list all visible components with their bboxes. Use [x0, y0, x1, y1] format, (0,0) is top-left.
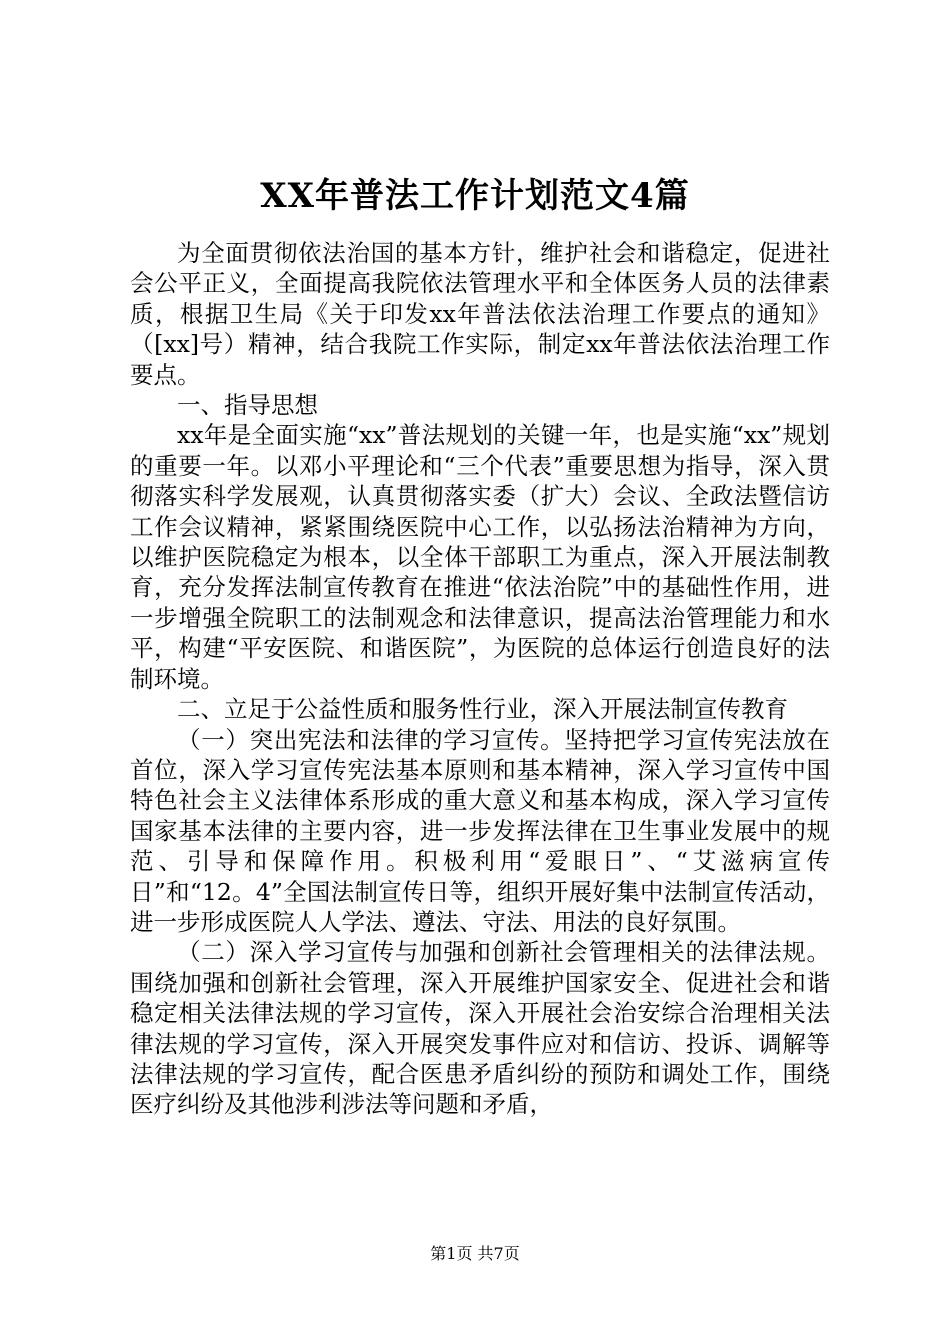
section-heading-legal-education: 二、立足于公益性质和服务性行业，深入开展法制宣传教育: [177, 695, 788, 724]
guiding-ideology-paragraph: xx年是全面实施“xx”普法规划的关键一年，也是实施“xx”规划的重要一年。以邓小平理论和“三个代表”重要思想为指导，深入贯彻落实科学发展观，认真贯彻落实委（扩大）会议、全政法暨信访工作会议精神，紧紧围绕医院中心工作，以弘扬法治精神为方向，以维护医院稳定为根本，以全体干部职工为重点，深入开展法制教育，充分发挥法制宣传教育在推进“依法治院”中的基础性作用，进一步增强全院职工的法制观念和法律意识，提高法治管理能力和水平，构建“平安医院、和谐医院”，为医院的总体运行创造良好的法制环境。: [130, 421, 830, 693]
section-heading-guiding-ideology: 一、指导思想: [177, 391, 318, 420]
social-management-paragraph: （二）深入学习宣传与加强和创新社会管理相关的法律法规。围绕加强和创新社会管理，深入开展维护国家安全、促进社会和谐稳定相关法律法规的学习宣传，深入开展社会治安综合治理相关法律法规的学习宣传，深入开展突发事件应对和信访、投诉、调解等法律法规的学习宣传，配合医患矛盾纠纷的预防和调处工作，围绕医疗纠纷及其他涉利涉法等问题和矛盾，: [130, 938, 830, 1119]
intro-paragraph: 为全面贯彻依法治国的基本方针，维护社会和谐稳定，促进社会公平正义，全面提高我院依法管理水平和全体医务人员的法律素质，根据卫生局《关于印发xx年普法依法治理工作要点的通知》（[xx]号）精神，结合我院工作实际，制定xx年普法依法治理工作要点。: [130, 239, 830, 389]
constitution-paragraph: （一）突出宪法和法律的学习宣传。坚持把学习宣传宪法放在首位，深入学习宣传宪法基本原则和基本精神，深入学习宣传中国特色社会主义法律体系形成的重大意义和基本构成，深入学习宣传国家基本法律的主要内容，进一步发挥法律在卫生事业发展中的规范、引导和保障作用。积极利用“爱眼日”、“艾滋病宣传日”和“12。4”全国法制宣传日等，组织开展好集中法制宣传活动，进一步形成医院人人学法、遵法、守法、用法的良好氛围。: [130, 725, 830, 936]
document-title: XX年普法工作计划范文4篇: [260, 176, 690, 216]
page-footer: 第1页 共7页: [430, 1244, 520, 1263]
document-body: [130, 238, 830, 1120]
